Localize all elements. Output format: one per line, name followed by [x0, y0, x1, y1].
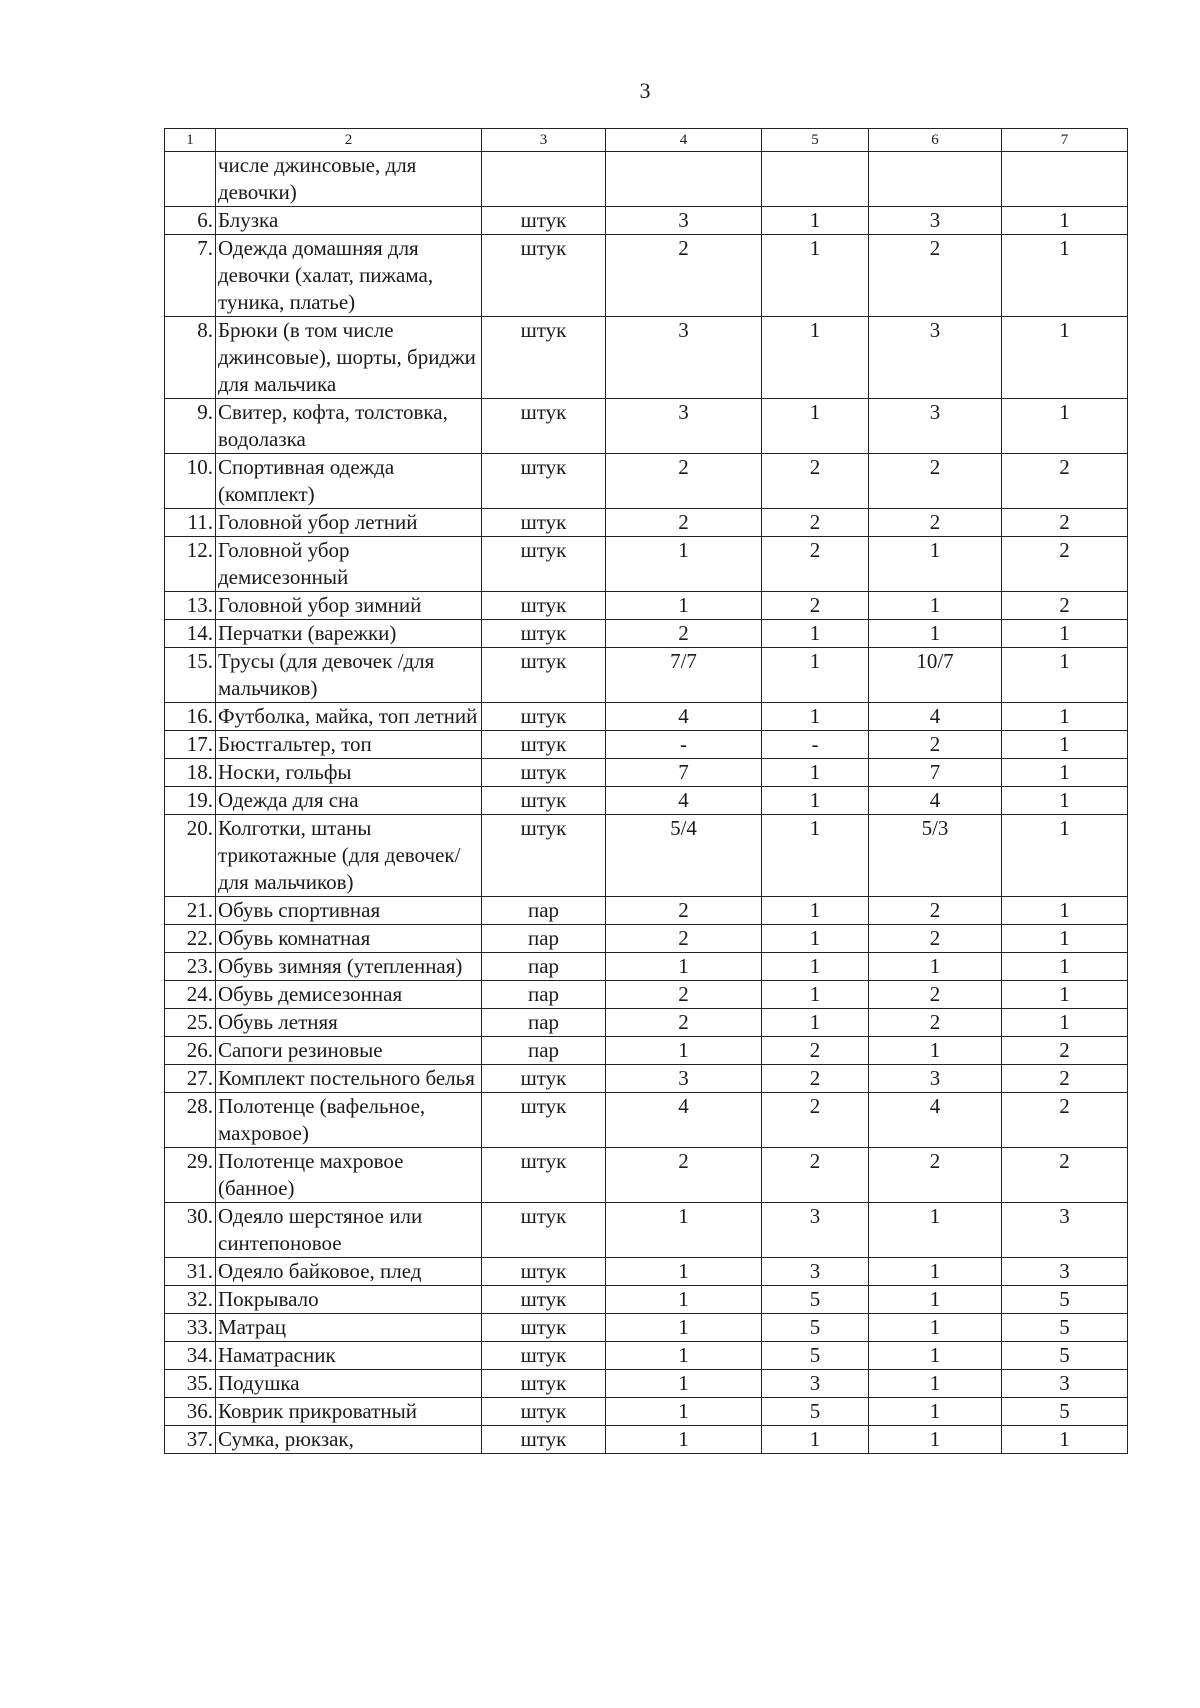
item-name: Матрац	[216, 1314, 482, 1342]
value-col-4: 2	[606, 509, 762, 537]
value-col-5: 2	[762, 1148, 869, 1203]
table-row	[165, 1258, 1128, 1286]
value-col-7: 5	[1002, 1398, 1128, 1426]
value-col-4: 1	[606, 1370, 762, 1398]
column-header-6: 6	[869, 129, 1002, 152]
table-row	[165, 207, 1128, 235]
item-name: Покрывало	[216, 1286, 482, 1314]
value-col-5	[762, 152, 869, 207]
value-col-5: 1	[762, 815, 869, 897]
value-col-7: 2	[1002, 1037, 1128, 1065]
value-col-7: 3	[1002, 1203, 1128, 1258]
value-col-7: 5	[1002, 1314, 1128, 1342]
value-col-4: 1	[606, 1286, 762, 1314]
value-col-6: 10/7	[869, 648, 1002, 703]
value-col-6: 3	[869, 207, 1002, 235]
value-col-5: 1	[762, 787, 869, 815]
row-number: 15.	[165, 648, 216, 703]
unit: штук	[482, 1370, 606, 1398]
value-col-7: 1	[1002, 1426, 1128, 1454]
value-col-6: 2	[869, 731, 1002, 759]
item-name: Подушка	[216, 1370, 482, 1398]
value-col-4: 3	[606, 1065, 762, 1093]
value-col-5: -	[762, 731, 869, 759]
value-col-5: 1	[762, 235, 869, 317]
row-number: 18.	[165, 759, 216, 787]
table-row	[165, 1286, 1128, 1314]
table-body	[165, 152, 1128, 1454]
item-name: Сапоги резиновые	[216, 1037, 482, 1065]
value-col-4: 2	[606, 235, 762, 317]
item-name: Обувь спортивная	[216, 897, 482, 925]
value-col-6: 2	[869, 925, 1002, 953]
unit: штук	[482, 815, 606, 897]
value-col-5: 1	[762, 317, 869, 399]
unit: штук	[482, 1203, 606, 1258]
item-name: Спортивная одежда (комплект)	[216, 454, 482, 509]
value-col-5: 5	[762, 1398, 869, 1426]
unit: штук	[482, 592, 606, 620]
unit: штук	[482, 620, 606, 648]
value-col-4: 2	[606, 925, 762, 953]
table-row	[165, 953, 1128, 981]
table-row	[165, 537, 1128, 592]
unit: штук	[482, 731, 606, 759]
unit: штук	[482, 1286, 606, 1314]
item-name: Перчатки (варежки)	[216, 620, 482, 648]
value-col-6: 1	[869, 1286, 1002, 1314]
item-name: Головной убор демисезонный	[216, 537, 482, 592]
column-header-1: 1	[165, 129, 216, 152]
table-row	[165, 1148, 1128, 1203]
value-col-7: 5	[1002, 1342, 1128, 1370]
row-number: 35.	[165, 1370, 216, 1398]
value-col-6: 1	[869, 1426, 1002, 1454]
value-col-6: 2	[869, 454, 1002, 509]
table-row	[165, 317, 1128, 399]
value-col-4: 1	[606, 1342, 762, 1370]
value-col-6: 7	[869, 759, 1002, 787]
value-col-6: 1	[869, 1258, 1002, 1286]
unit: пар	[482, 1009, 606, 1037]
item-name: Обувь зимняя (утепленная)	[216, 953, 482, 981]
row-number: 23.	[165, 953, 216, 981]
value-col-7: 1	[1002, 897, 1128, 925]
table-row	[165, 731, 1128, 759]
row-number: 27.	[165, 1065, 216, 1093]
item-name: Одеяло шерстяное или синтепоновое	[216, 1203, 482, 1258]
row-number: 14.	[165, 620, 216, 648]
value-col-7: 2	[1002, 1065, 1128, 1093]
value-col-5: 1	[762, 648, 869, 703]
item-name: Наматрасник	[216, 1342, 482, 1370]
unit: штук	[482, 1314, 606, 1342]
value-col-7: 1	[1002, 207, 1128, 235]
table-row	[165, 897, 1128, 925]
unit: штук	[482, 454, 606, 509]
unit: пар	[482, 953, 606, 981]
table-row	[165, 399, 1128, 454]
value-col-6: 1	[869, 1370, 1002, 1398]
unit: штук	[482, 1426, 606, 1454]
value-col-5: 5	[762, 1286, 869, 1314]
value-col-7: 1	[1002, 787, 1128, 815]
value-col-6: 3	[869, 317, 1002, 399]
value-col-5: 2	[762, 454, 869, 509]
value-col-5: 1	[762, 981, 869, 1009]
value-col-5: 1	[762, 953, 869, 981]
value-col-4: 1	[606, 1426, 762, 1454]
value-col-6: 1	[869, 1398, 1002, 1426]
value-col-5: 1	[762, 703, 869, 731]
value-col-5: 5	[762, 1314, 869, 1342]
value-col-5: 2	[762, 1037, 869, 1065]
item-name: Блузка	[216, 207, 482, 235]
value-col-5: 2	[762, 592, 869, 620]
value-col-6: 1	[869, 1037, 1002, 1065]
value-col-4: 7/7	[606, 648, 762, 703]
value-col-4: 3	[606, 317, 762, 399]
item-name: Футболка, майка, топ летний	[216, 703, 482, 731]
item-name: Бюстгальтер, топ	[216, 731, 482, 759]
value-col-6: 5/3	[869, 815, 1002, 897]
unit	[482, 152, 606, 207]
value-col-4: 1	[606, 537, 762, 592]
unit: пар	[482, 925, 606, 953]
item-name: Свитер, кофта, толстовка, водолазка	[216, 399, 482, 454]
item-name: Обувь демисезонная	[216, 981, 482, 1009]
column-header-4: 4	[606, 129, 762, 152]
unit: штук	[482, 537, 606, 592]
value-col-4: 1	[606, 1258, 762, 1286]
value-col-4	[606, 152, 762, 207]
value-col-5: 1	[762, 1009, 869, 1037]
item-name: Одежда домашняя для девочки (халат, пижама, туника, платье)	[216, 235, 482, 317]
unit: пар	[482, 981, 606, 1009]
value-col-4: 1	[606, 1314, 762, 1342]
value-col-6: 1	[869, 537, 1002, 592]
value-col-7: 1	[1002, 703, 1128, 731]
value-col-7: 1	[1002, 731, 1128, 759]
value-col-5: 2	[762, 509, 869, 537]
row-number	[165, 152, 216, 207]
value-col-7: 1	[1002, 399, 1128, 454]
value-col-4: 3	[606, 399, 762, 454]
table-row	[165, 703, 1128, 731]
unit: штук	[482, 1258, 606, 1286]
row-number: 37.	[165, 1426, 216, 1454]
value-col-5: 3	[762, 1258, 869, 1286]
value-col-5: 3	[762, 1370, 869, 1398]
table-row	[165, 1203, 1128, 1258]
row-number: 6.	[165, 207, 216, 235]
table-row	[165, 454, 1128, 509]
value-col-4: 4	[606, 703, 762, 731]
row-number: 33.	[165, 1314, 216, 1342]
table-row	[165, 1037, 1128, 1065]
table-row	[165, 787, 1128, 815]
value-col-5: 2	[762, 537, 869, 592]
row-number: 32.	[165, 1286, 216, 1314]
value-col-6: 1	[869, 1203, 1002, 1258]
items-table	[164, 128, 1128, 1454]
value-col-5: 1	[762, 1426, 869, 1454]
unit: пар	[482, 1037, 606, 1065]
value-col-5: 2	[762, 1065, 869, 1093]
value-col-5: 5	[762, 1342, 869, 1370]
row-number: 7.	[165, 235, 216, 317]
unit: штук	[482, 648, 606, 703]
value-col-7: 2	[1002, 454, 1128, 509]
item-name: Носки, гольфы	[216, 759, 482, 787]
unit: штук	[482, 317, 606, 399]
row-number: 19.	[165, 787, 216, 815]
value-col-4: -	[606, 731, 762, 759]
value-col-7	[1002, 152, 1128, 207]
table-row	[165, 235, 1128, 317]
value-col-7: 1	[1002, 759, 1128, 787]
row-number: 8.	[165, 317, 216, 399]
unit: штук	[482, 1093, 606, 1148]
table-row	[165, 1065, 1128, 1093]
value-col-4: 4	[606, 1093, 762, 1148]
value-col-7: 2	[1002, 537, 1128, 592]
table-row	[165, 592, 1128, 620]
value-col-7: 1	[1002, 1009, 1128, 1037]
value-col-4: 4	[606, 787, 762, 815]
value-col-4: 2	[606, 1009, 762, 1037]
value-col-6: 1	[869, 620, 1002, 648]
value-col-6: 3	[869, 1065, 1002, 1093]
item-name: Сумка, рюкзак,	[216, 1426, 482, 1454]
table-row	[165, 620, 1128, 648]
value-col-4: 2	[606, 897, 762, 925]
value-col-7: 1	[1002, 235, 1128, 317]
value-col-6: 1	[869, 1314, 1002, 1342]
value-col-4: 2	[606, 1148, 762, 1203]
unit: штук	[482, 1398, 606, 1426]
column-header-5: 5	[762, 129, 869, 152]
table-row	[165, 1342, 1128, 1370]
value-col-4: 2	[606, 620, 762, 648]
table-row	[165, 1426, 1128, 1454]
value-col-7: 1	[1002, 620, 1128, 648]
item-name: Обувь комнатная	[216, 925, 482, 953]
value-col-4: 5/4	[606, 815, 762, 897]
value-col-7: 1	[1002, 648, 1128, 703]
table-row	[165, 1398, 1128, 1426]
value-col-4: 2	[606, 454, 762, 509]
value-col-7: 1	[1002, 317, 1128, 399]
value-col-5: 1	[762, 207, 869, 235]
value-col-6: 4	[869, 1093, 1002, 1148]
value-col-5: 3	[762, 1203, 869, 1258]
unit: штук	[482, 759, 606, 787]
value-col-5: 1	[762, 925, 869, 953]
value-col-6: 1	[869, 953, 1002, 981]
value-col-4: 2	[606, 981, 762, 1009]
item-name: Одеяло байковое, плед	[216, 1258, 482, 1286]
value-col-6: 4	[869, 787, 1002, 815]
row-number: 36.	[165, 1398, 216, 1426]
item-name: Колготки, штаны трикотажные (для девочек/для мальчиков)	[216, 815, 482, 897]
unit: штук	[482, 1148, 606, 1203]
table-row	[165, 981, 1128, 1009]
table-row	[165, 925, 1128, 953]
value-col-6: 1	[869, 592, 1002, 620]
value-col-5: 1	[762, 897, 869, 925]
table-row	[165, 648, 1128, 703]
table-row	[165, 1314, 1128, 1342]
unit: штук	[482, 235, 606, 317]
row-number: 17.	[165, 731, 216, 759]
item-name: Трусы (для девочек /для мальчиков)	[216, 648, 482, 703]
table-row	[165, 1009, 1128, 1037]
value-col-6: 1	[869, 1342, 1002, 1370]
item-name: Полотенце махровое (банное)	[216, 1148, 482, 1203]
value-col-7: 2	[1002, 1148, 1128, 1203]
value-col-6: 3	[869, 399, 1002, 454]
row-number: 10.	[165, 454, 216, 509]
value-col-4: 1	[606, 953, 762, 981]
value-col-6: 4	[869, 703, 1002, 731]
header-row	[165, 129, 1128, 152]
item-name: Коврик прикроватный	[216, 1398, 482, 1426]
value-col-6: 2	[869, 981, 1002, 1009]
column-header-2: 2	[216, 129, 482, 152]
row-number: 11.	[165, 509, 216, 537]
table-row	[165, 509, 1128, 537]
row-number: 26.	[165, 1037, 216, 1065]
table-row	[165, 152, 1128, 207]
row-number: 30.	[165, 1203, 216, 1258]
value-col-7: 3	[1002, 1370, 1128, 1398]
value-col-7: 2	[1002, 1093, 1128, 1148]
value-col-6: 2	[869, 1148, 1002, 1203]
value-col-6	[869, 152, 1002, 207]
value-col-6: 2	[869, 235, 1002, 317]
unit: штук	[482, 1342, 606, 1370]
value-col-5: 2	[762, 1093, 869, 1148]
unit: штук	[482, 703, 606, 731]
value-col-5: 1	[762, 399, 869, 454]
value-col-7: 2	[1002, 592, 1128, 620]
item-name: Обувь летняя	[216, 1009, 482, 1037]
row-number: 25.	[165, 1009, 216, 1037]
unit: штук	[482, 787, 606, 815]
column-header-7: 7	[1002, 129, 1128, 152]
table-row	[165, 759, 1128, 787]
unit: штук	[482, 399, 606, 454]
value-col-4: 1	[606, 592, 762, 620]
page-number: 3	[639, 78, 651, 103]
value-col-4: 3	[606, 207, 762, 235]
value-col-7: 1	[1002, 953, 1128, 981]
value-col-7: 3	[1002, 1258, 1128, 1286]
unit: штук	[482, 1065, 606, 1093]
table-row	[165, 815, 1128, 897]
row-number: 29.	[165, 1148, 216, 1203]
item-name: Одежда для сна	[216, 787, 482, 815]
row-number: 24.	[165, 981, 216, 1009]
item-name: Комплект постельного белья	[216, 1065, 482, 1093]
unit: штук	[482, 509, 606, 537]
value-col-4: 1	[606, 1203, 762, 1258]
row-number: 9.	[165, 399, 216, 454]
unit: пар	[482, 897, 606, 925]
item-name: числе джинсовые, для девочки)	[216, 152, 482, 207]
table-row	[165, 1093, 1128, 1148]
row-number: 12.	[165, 537, 216, 592]
item-name: Полотенце (вафельное, махровое)	[216, 1093, 482, 1148]
row-number: 31.	[165, 1258, 216, 1286]
column-header-3: 3	[482, 129, 606, 152]
value-col-4: 1	[606, 1398, 762, 1426]
value-col-7: 5	[1002, 1286, 1128, 1314]
item-name: Головной убор зимний	[216, 592, 482, 620]
value-col-7: 1	[1002, 815, 1128, 897]
row-number: 28.	[165, 1093, 216, 1148]
row-number: 21.	[165, 897, 216, 925]
value-col-5: 1	[762, 759, 869, 787]
value-col-6: 2	[869, 897, 1002, 925]
item-name: Брюки (в том числе джинсовые), шорты, бриджи для мальчика	[216, 317, 482, 399]
row-number: 34.	[165, 1342, 216, 1370]
value-col-7: 2	[1002, 509, 1128, 537]
value-col-5: 1	[762, 620, 869, 648]
row-number: 13.	[165, 592, 216, 620]
table-row	[165, 1370, 1128, 1398]
row-number: 20.	[165, 815, 216, 897]
item-name: Головной убор летний	[216, 509, 482, 537]
row-number: 22.	[165, 925, 216, 953]
value-col-7: 1	[1002, 925, 1128, 953]
value-col-7: 1	[1002, 981, 1128, 1009]
value-col-6: 2	[869, 509, 1002, 537]
value-col-4: 7	[606, 759, 762, 787]
value-col-6: 2	[869, 1009, 1002, 1037]
row-number: 16.	[165, 703, 216, 731]
value-col-4: 1	[606, 1037, 762, 1065]
unit: штук	[482, 207, 606, 235]
